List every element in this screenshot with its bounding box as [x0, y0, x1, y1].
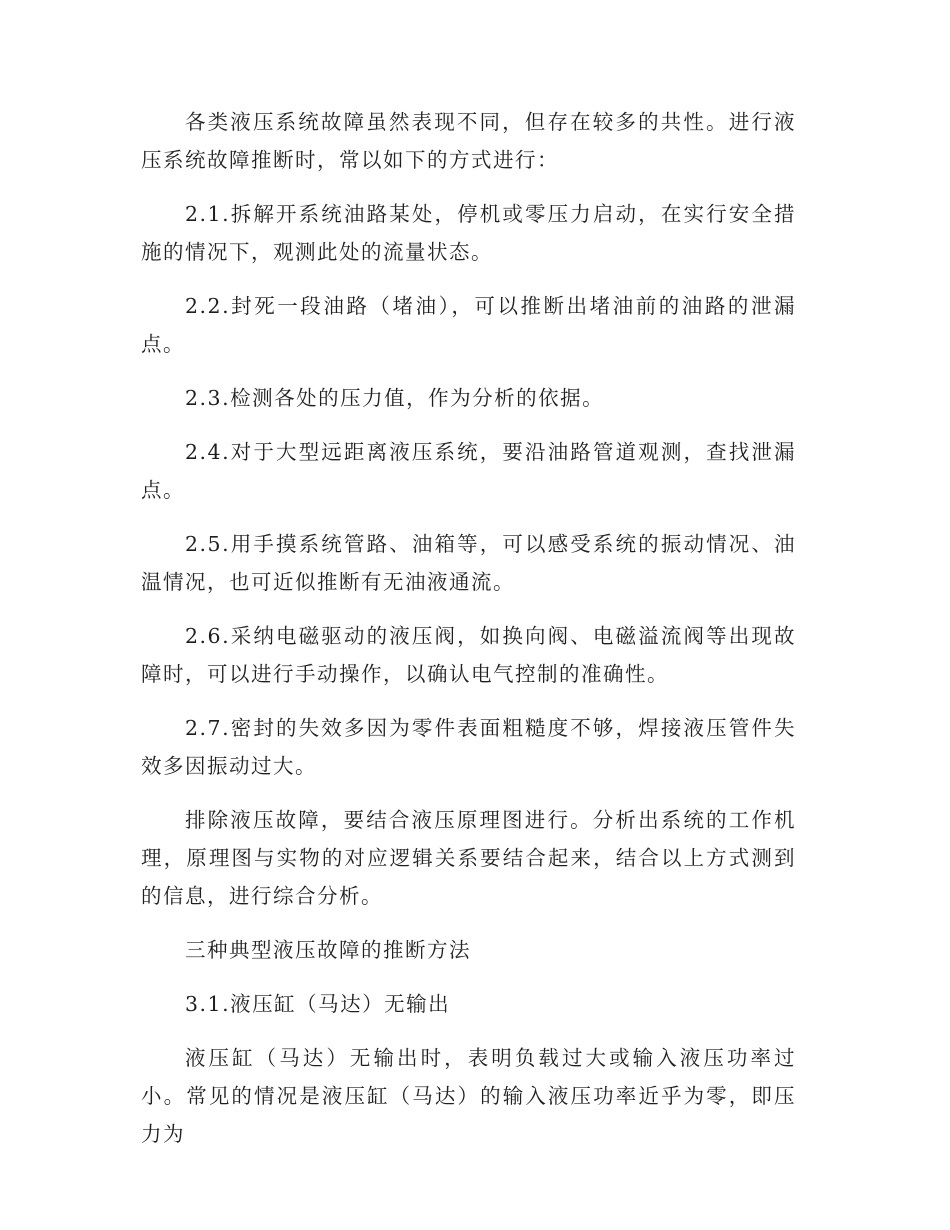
paragraph-2-1: 2.1.拆解开系统油路某处，停机或零压力启动，在实行安全措施的情况下，观测此处的流量状态。 — [141, 202, 796, 264]
section-heading: 三种典型液压故障的推断方法 — [185, 938, 471, 962]
paragraph-2-3: 2.3.检测各处的压力值，作为分析的依据。 — [185, 386, 605, 410]
paragraph-2-5: 2.5.用手摸系统管路、油箱等，可以感受系统的振动情况、油温情况，也可近似推断有无油液通流。 — [141, 532, 796, 594]
paragraph-3-1-body: 液压缸（马达）无输出时，表明负载过大或输入液压功率过小。常见的情况是液压缸（马达）的输入液压功率近乎为零，即压力为 — [141, 1046, 796, 1146]
paragraph-2-4: 2.4.对于大型远距离液压系统，要沿油路管道观测，查找泄漏点。 — [141, 440, 796, 502]
paragraph-2-7: 2.7.密封的失效多因为零件表面粗糙度不够，焊接液压管件失效多因振动过大。 — [141, 716, 796, 778]
paragraph-2-6: 2.6.采纳电磁驱动的液压阀，如换向阀、电磁溢流阀等出现故障时，可以进行手动操作，以确认电气控制的准确性。 — [141, 624, 796, 686]
paragraph-troubleshooting: 排除液压故障，要结合液压原理图进行。分析出系统的工作机理，原理图与实物的对应逻辑关系要结合起来，结合以上方式测到的信息，进行综合分析。 — [141, 808, 796, 908]
paragraph-intro: 各类液压系统故障虽然表现不同，但存在较多的共性。进行液压系统故障推断时，常以如下的方式进行： — [141, 110, 796, 172]
document-body — [141, 103, 796, 1169]
subsection-heading-3-1: 3.1.液压缸（马达）无输出 — [185, 992, 451, 1016]
paragraph-2-2: 2.2.封死一段油路（堵油），可以推断出堵油前的油路的泄漏点。 — [141, 294, 796, 356]
